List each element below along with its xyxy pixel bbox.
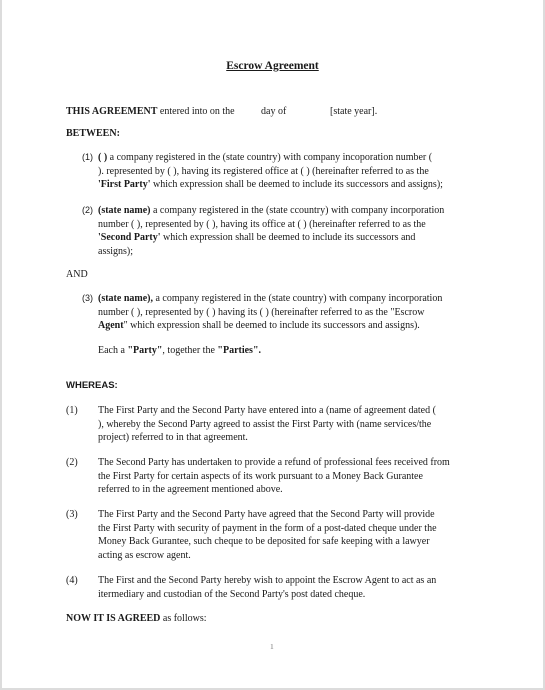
party-line bbox=[98, 204, 460, 217]
recital-line: Money Back Gurantee, such cheque to be deposited for safe keeping with a lawyer bbox=[98, 536, 430, 547]
party-text: number ( ), represented by ( ) having its ( ) (hereinafter referred to as the "Escrow bbox=[98, 306, 425, 318]
document-title: Escrow Agreement bbox=[226, 60, 319, 72]
agreed-line bbox=[66, 612, 207, 625]
recital-line: ), whereby the Second Party agreed to assist the First Party with (name services/the bbox=[98, 418, 432, 430]
party-name: 'First Party' bbox=[98, 179, 151, 190]
party-line bbox=[98, 165, 460, 178]
intro-line bbox=[66, 105, 235, 118]
recital-line: acting as escrow agent. bbox=[98, 549, 191, 561]
agreed-text: as follows: bbox=[160, 613, 207, 624]
recital-number: (4) bbox=[66, 575, 78, 586]
page-edge-left bbox=[0, 0, 2, 690]
each-party-pre: Each a bbox=[98, 345, 128, 356]
intro-year: [state year]. bbox=[330, 106, 378, 117]
party-name: 'Second Party' bbox=[98, 232, 161, 243]
recital-line: The Second Party has undertaken to provide a refund of professional fees received from bbox=[98, 457, 450, 468]
party-text: a company registered in the (state country) with company incoporation number ( bbox=[107, 152, 433, 163]
intro-day: day of bbox=[261, 106, 287, 117]
recital-line: referred to in the agreement mentioned above. bbox=[98, 484, 283, 495]
recital-line: The First and the Second Party hereby wish to appoint the Escrow Agent to act as an bbox=[98, 575, 437, 586]
party-text: assigns); bbox=[98, 245, 133, 257]
party-text: number ( ), represented by ( ), having its office at ( ) (hereinafter referred to as the bbox=[98, 218, 426, 230]
party-name: ( ) bbox=[98, 152, 108, 163]
each-party-line bbox=[98, 344, 261, 357]
parties-term: "Parties". bbox=[217, 345, 261, 356]
recital-number: (2) bbox=[66, 457, 78, 468]
party-term: "Party" bbox=[127, 345, 163, 356]
party-text: " which expression shall be deemed to include its successors and assigns). bbox=[123, 320, 420, 331]
recital-line: the First Party with security of payment in the form of a post-dated cheque under the bbox=[98, 522, 437, 534]
between-heading: BETWEEN: bbox=[66, 128, 120, 139]
intro-label: THIS AGREEMENT bbox=[66, 106, 158, 117]
party-line bbox=[98, 178, 443, 191]
agreed-label: NOW IT IS AGREED bbox=[66, 613, 161, 624]
recital-line: project) referred to in that agreement. bbox=[98, 432, 248, 443]
party-line bbox=[98, 218, 460, 231]
party-text: ). represented by ( ), having its registered office at ( ) (hereinafter referred to as the bbox=[98, 165, 429, 177]
party-text: which expression shall be deemed to include its successors and bbox=[160, 232, 416, 243]
recital-number: (1) bbox=[66, 405, 78, 416]
page-number: 1 bbox=[270, 642, 274, 651]
party-name: Agent bbox=[98, 320, 124, 331]
recital-line: The First Party and the Second Party have entered into a (name of agreement dated ( bbox=[98, 405, 436, 416]
recital-line: the First Party for certain aspects of its work pursuant to a Money Back Gurantee bbox=[98, 470, 423, 482]
and-separator: AND bbox=[66, 269, 88, 280]
party-text: a company registered in the (state country) with company incorporation bbox=[152, 293, 443, 304]
party-line bbox=[98, 245, 133, 258]
recital-line: The First Party and the Second Party have agreed that the Second Party will provide bbox=[98, 509, 435, 520]
party-line bbox=[98, 151, 460, 164]
party-text: which expression shall be deemed to include its successors and assigns); bbox=[150, 179, 443, 190]
party-line bbox=[98, 231, 460, 244]
each-party-mid: , together the bbox=[162, 345, 218, 356]
party-number: (2) bbox=[82, 205, 93, 215]
party-line bbox=[98, 292, 460, 305]
party-text: a company registered in the (state ccountry) with company incorporation bbox=[150, 205, 445, 216]
party-name: (state name), bbox=[98, 293, 153, 304]
party-name: (state name) bbox=[98, 205, 151, 216]
recital-number: (3) bbox=[66, 509, 78, 520]
party-number: (3) bbox=[82, 293, 93, 303]
party-line bbox=[98, 306, 460, 319]
whereas-heading: WHEREAS: bbox=[66, 380, 118, 391]
party-line bbox=[98, 319, 420, 332]
intro-text: entered into on the bbox=[159, 106, 235, 117]
party-number: (1) bbox=[82, 152, 93, 162]
recital-line: itermediary and custodian of the Second Party's post dated cheque. bbox=[98, 588, 366, 600]
